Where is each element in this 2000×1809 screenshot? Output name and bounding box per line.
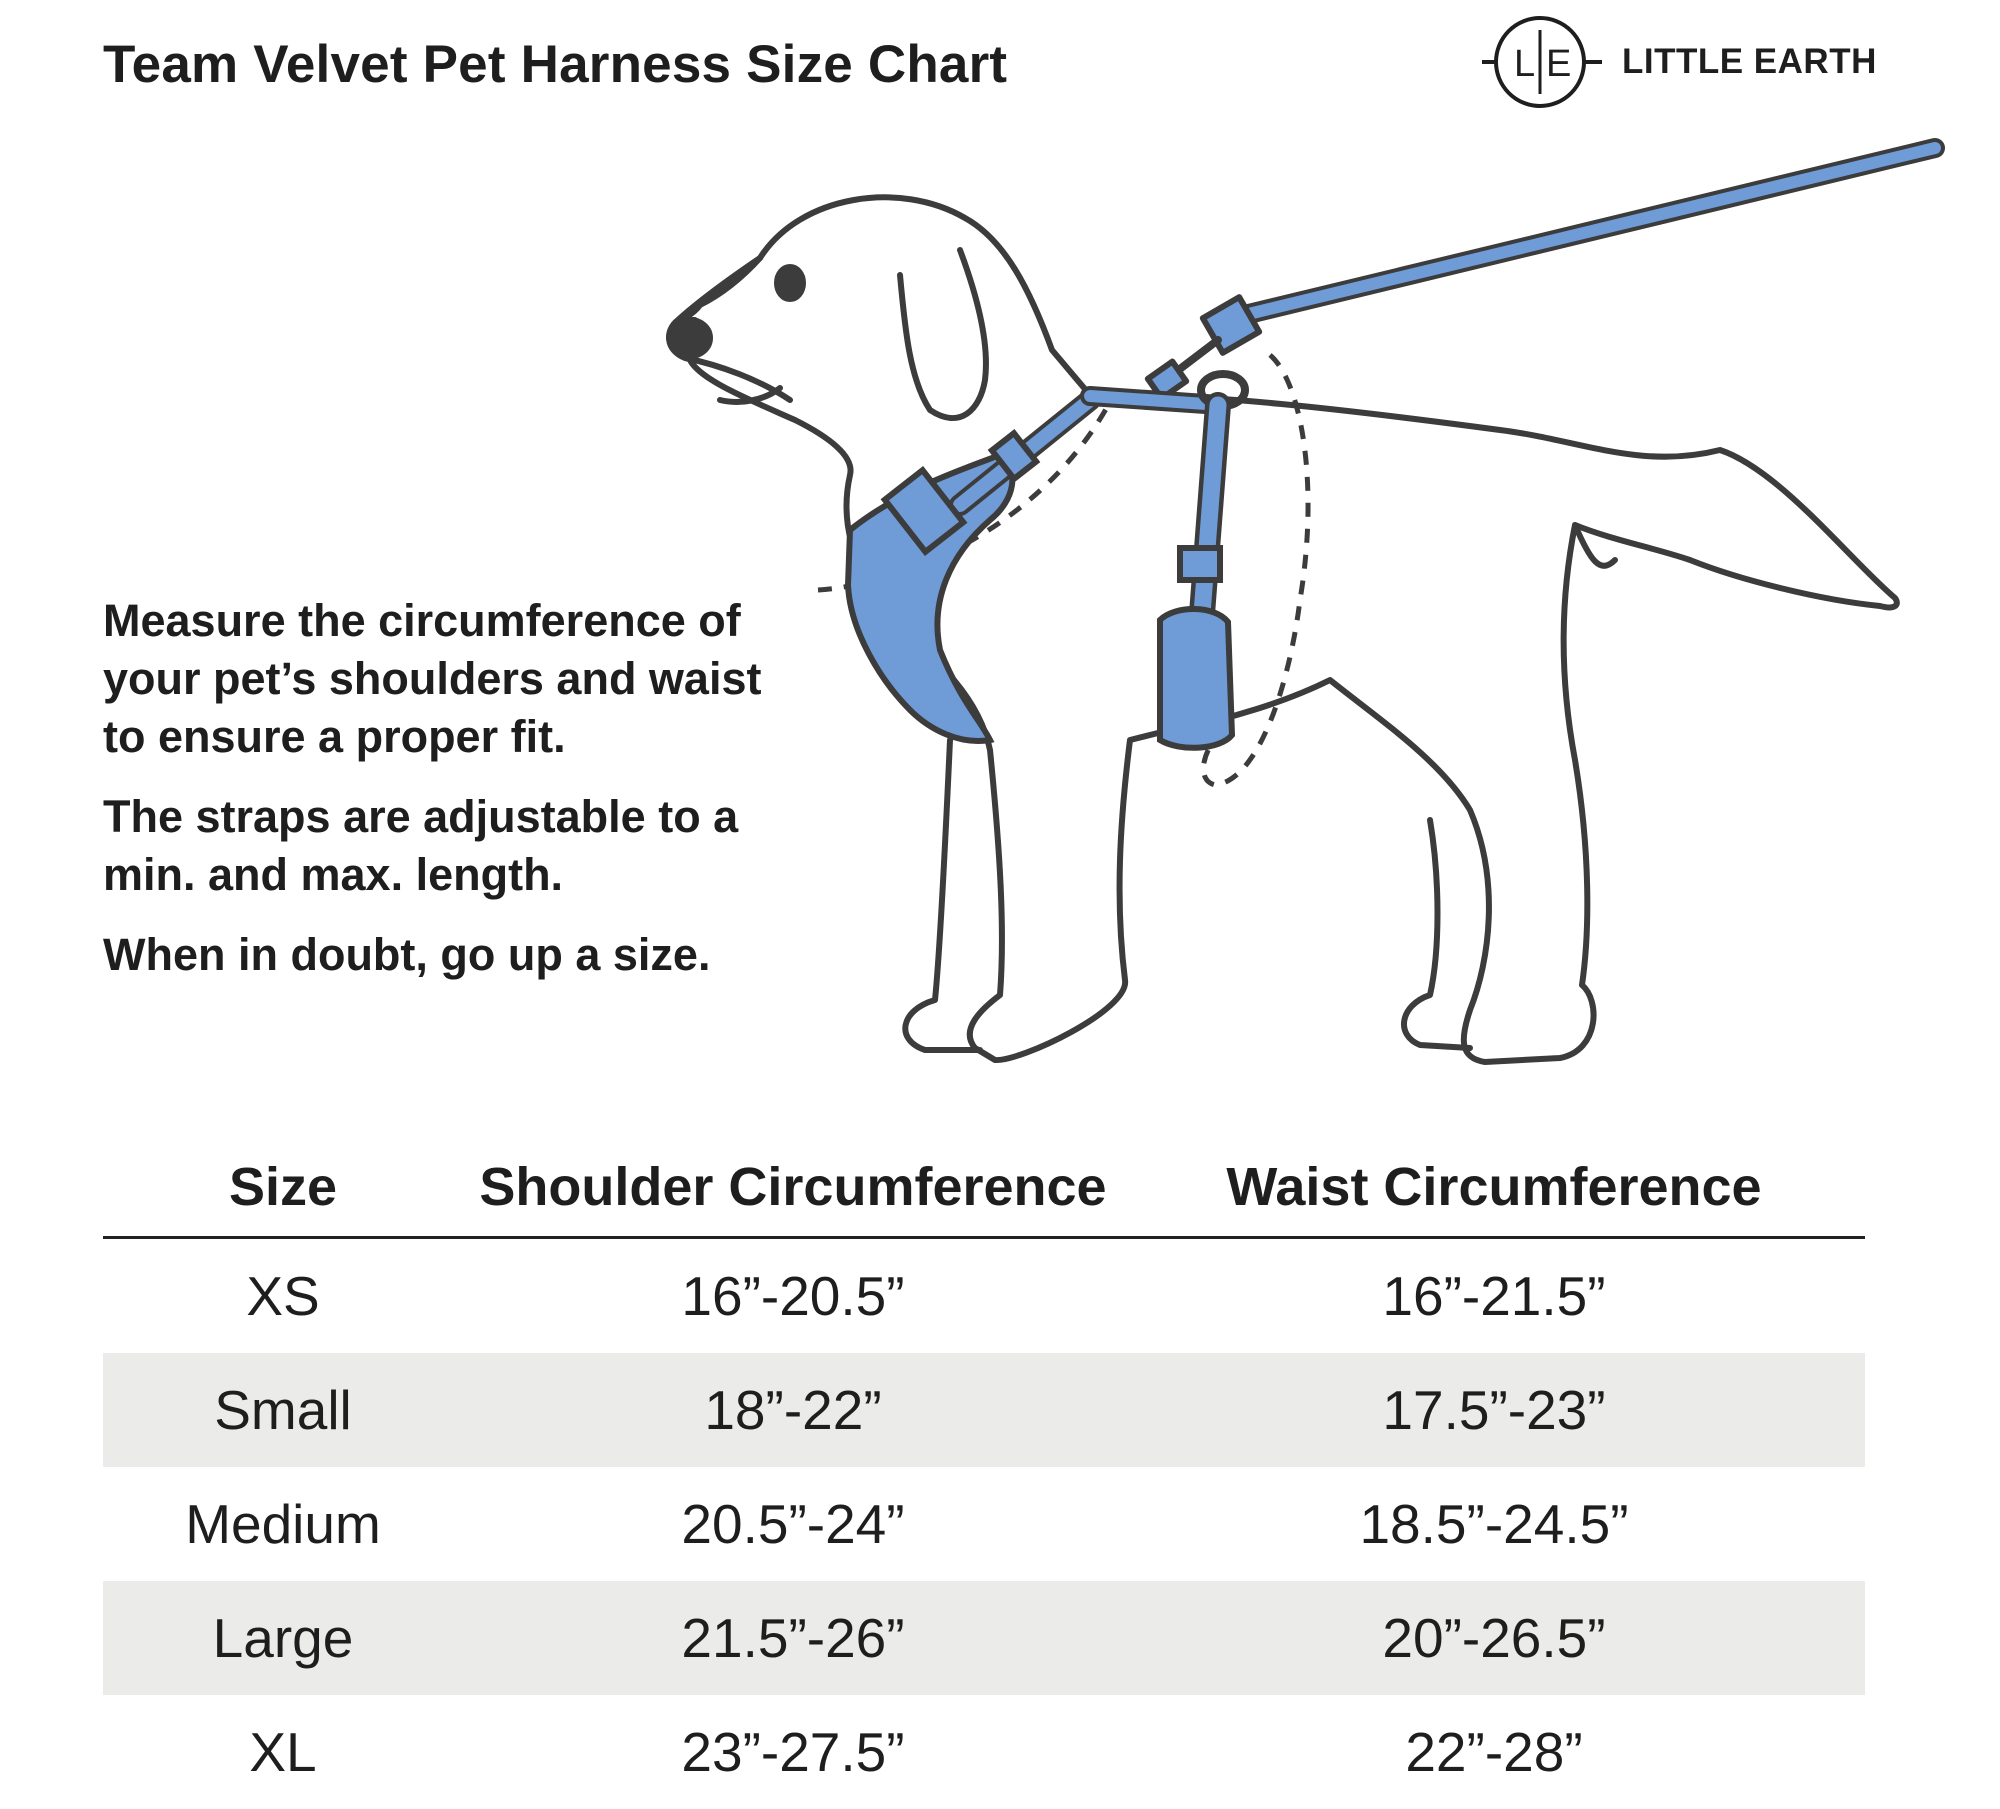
table-row	[103, 1353, 1865, 1467]
brand-name: LITTLE EARTH	[1622, 42, 1877, 81]
header-shoulder: Shoulder Circumference	[479, 1157, 1107, 1217]
size-cell: Small	[214, 1379, 352, 1441]
table-row	[103, 1695, 1865, 1809]
leash	[1232, 148, 1935, 318]
harness-belly-pad	[1160, 609, 1232, 748]
table-row	[103, 1467, 1865, 1581]
table-row	[103, 1239, 1865, 1353]
shoulder-cell: 20.5”-24”	[681, 1493, 905, 1555]
size-cell: Medium	[185, 1493, 381, 1555]
instruction-measure: Measure the circumference of your pet’s shoulders and waist to ensure a proper fit.	[103, 595, 762, 762]
header-size: Size	[228, 1157, 338, 1217]
page-title: Team Velvet Pet Harness Size Chart	[103, 35, 1008, 94]
waist-cell: 18.5”-24.5”	[1359, 1493, 1629, 1555]
waist-cell: 17.5”-23”	[1382, 1379, 1606, 1441]
rear-leg-back	[1404, 820, 1470, 1048]
harness-strap-adjuster	[1180, 548, 1220, 580]
logo-letter-e: E	[1546, 43, 1572, 85]
waist-cell: 16”-21.5”	[1382, 1265, 1606, 1327]
instruction-adjustable: The straps are adjustable to a min. and max. length.	[103, 791, 739, 900]
dog-nose	[670, 320, 710, 356]
waist-cell: 22”-28”	[1405, 1721, 1583, 1783]
instruction-size-up: When in doubt, go up a size.	[103, 929, 711, 980]
dog-eye	[777, 267, 803, 299]
front-leg-back	[905, 740, 980, 1050]
size-cell: XL	[249, 1721, 317, 1783]
shoulder-cell: 18”-22”	[704, 1379, 882, 1441]
size-cell: Large	[212, 1607, 354, 1669]
table-header	[103, 1138, 1865, 1239]
shoulder-cell: 23”-27.5”	[681, 1721, 905, 1783]
waist-cell: 20”-26.5”	[1382, 1607, 1606, 1669]
table-row	[103, 1581, 1865, 1695]
size-cell: XS	[246, 1265, 320, 1327]
header-waist: Waist Circumference	[1226, 1157, 1762, 1217]
logo-letter-l: L	[1514, 43, 1536, 85]
instructions	[103, 592, 803, 1006]
size-table	[103, 1138, 1865, 1809]
shoulder-cell: 21.5”-26”	[681, 1607, 905, 1669]
brand-logo	[1478, 12, 1878, 116]
shoulder-cell: 16”-20.5”	[681, 1265, 905, 1327]
